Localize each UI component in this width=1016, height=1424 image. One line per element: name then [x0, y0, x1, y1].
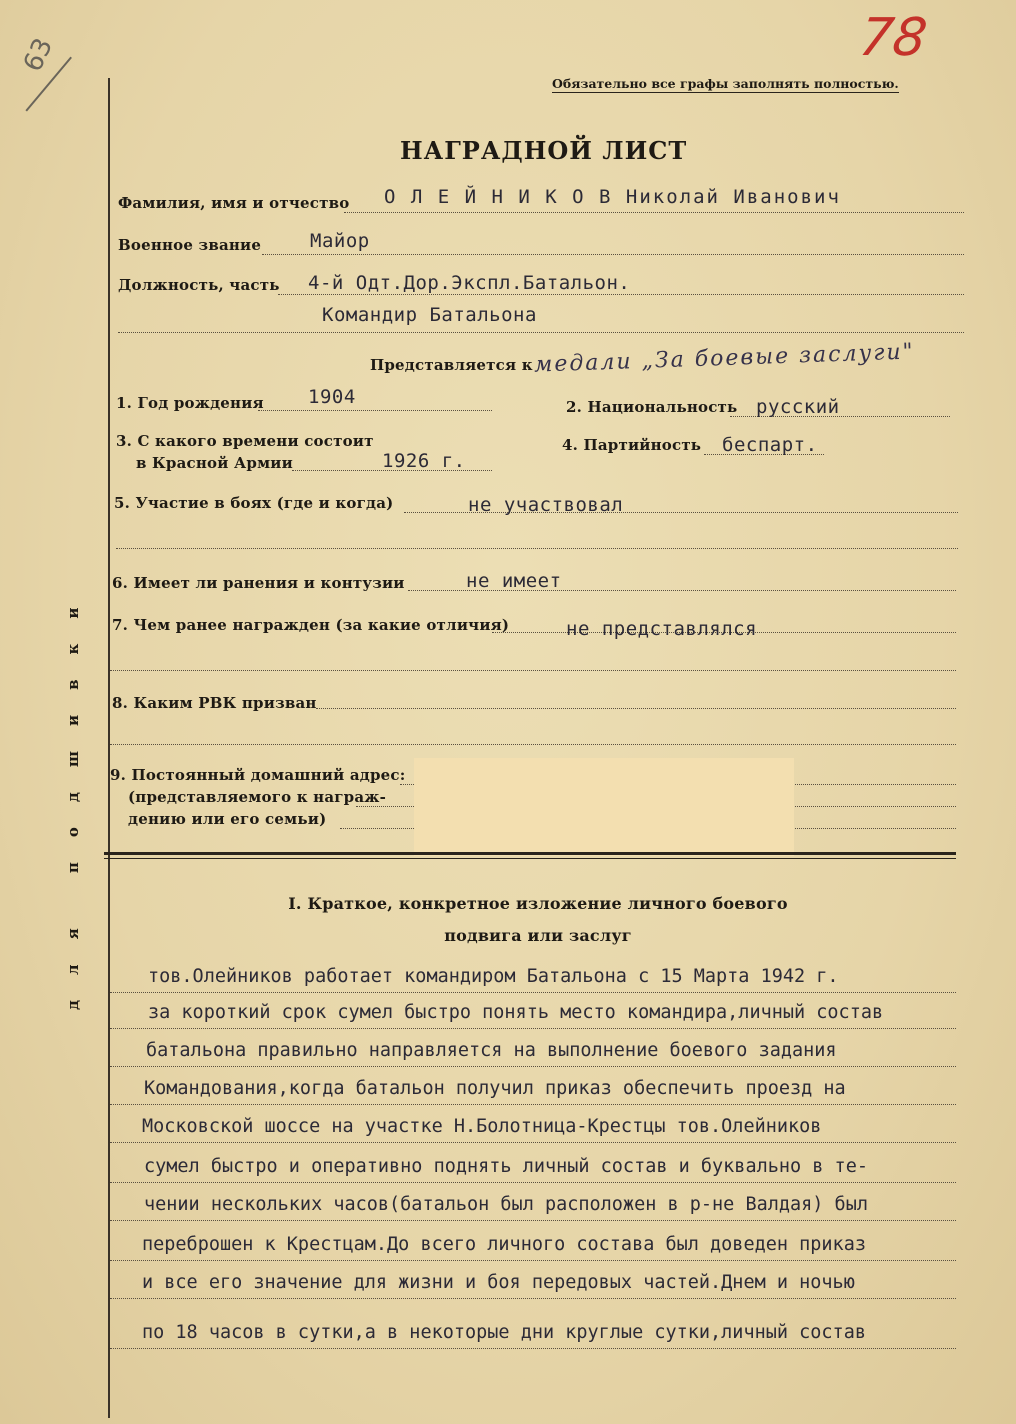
body-line: Московской шоссе на участке Н.Болотница-Крестцы тов.Олейников	[142, 1116, 822, 1137]
body-line: за короткий срок сумел быстро понять место командира,личный состав	[148, 1002, 884, 1023]
name-underline	[344, 212, 964, 213]
position-underline-1	[278, 294, 964, 295]
awards-label: 7. Чем ранее награжден (за какие отличия)	[112, 616, 510, 634]
body-underline	[110, 1028, 956, 1029]
redacted-address-block	[414, 758, 794, 856]
body-line: Командования,когда батальон получил приказ обеспечить проезд на	[144, 1078, 846, 1099]
wounds-value: не имеет	[466, 570, 562, 592]
body-underline	[110, 1220, 956, 1221]
birth-year-label: 1. Год рождения	[116, 394, 264, 412]
pencil-archive-mark: 63	[17, 33, 60, 77]
body-underline	[110, 1182, 956, 1183]
body-underline	[110, 1298, 956, 1299]
army-since-value: 1926 г.	[382, 450, 466, 472]
body-underline	[110, 992, 956, 993]
position-value-1: 4-й Одт.Дор.Экспл.Батальон.	[308, 272, 631, 294]
body-line: и все его значение для жизни и боя передовых частей.Днем и ночью	[142, 1272, 855, 1293]
binding-margin-text: для подшивки	[64, 582, 82, 1010]
nationality-value: русский	[756, 396, 840, 418]
position-underline-2	[118, 332, 964, 333]
party-label: 4. Партийность	[562, 436, 702, 454]
rank-underline	[262, 254, 964, 255]
rank-label: Военное звание	[118, 236, 262, 254]
address-label-2: (представляемого к награж-	[128, 788, 387, 806]
address-label-1: 9. Постоянный домашний адрес:	[110, 766, 406, 784]
nominated-value: медали „За боевые заслуги"	[533, 339, 916, 378]
battles-value: не участвовал	[468, 494, 624, 516]
nominated-label: Представляется к	[370, 356, 533, 374]
body-underline	[110, 1348, 956, 1349]
position-label: Должность, часть	[118, 276, 280, 294]
army-since-label-1: 3. С какого времени состоит	[116, 432, 374, 450]
body-line: по 18 часов в сутки,а в некоторые дни круглые сутки,личный состав	[142, 1322, 866, 1343]
army-since-label-2: в Красной Армии	[136, 454, 293, 472]
body-underline	[110, 1142, 956, 1143]
rvk-label: 8. Каким РВК призван	[112, 694, 317, 712]
body-underline	[110, 1260, 956, 1261]
body-line: сумел быстро и оперативно поднять личный состав и буквально в те-	[144, 1156, 868, 1177]
body-line: чении нескольких часов(батальон был расположен в р-не Валдая) был	[144, 1194, 868, 1215]
header-note: Обязательно все графы заполнять полностью.	[552, 76, 899, 91]
rvk-underline-1	[316, 708, 956, 709]
section-divider	[104, 852, 956, 855]
name-label: Фамилия, имя и отчество	[118, 194, 350, 212]
rank-value: Майор	[310, 230, 370, 252]
margin-rule	[108, 78, 110, 1418]
position-value-2: Командир Батальона	[322, 304, 537, 326]
birth-year-value: 1904	[308, 386, 356, 408]
body-underline	[110, 1066, 956, 1067]
wounds-label: 6. Имеет ли ранения и контузии	[112, 574, 405, 592]
section-divider-thin	[104, 858, 956, 859]
address-label-3: дению или его семьи)	[128, 810, 327, 828]
rvk-underline-2	[110, 744, 956, 745]
page-number: 78	[855, 8, 931, 68]
document-title: НАГРАДНОЙ ЛИСТ	[400, 136, 688, 165]
battles-label: 5. Участие в боях (где и когда)	[114, 494, 394, 512]
awards-underline-2	[110, 670, 956, 671]
section-heading-2: подвига или заслуг	[444, 926, 632, 945]
party-value: беспарт.	[722, 434, 818, 456]
nationality-label: 2. Национальность	[566, 398, 738, 416]
body-underline	[110, 1104, 956, 1105]
section-heading-1: I. Краткое, конкретное изложение личного боевого	[288, 894, 788, 913]
body-line: переброшен к Крестцам.До всего личного состава был доведен приказ	[142, 1234, 866, 1255]
battles-underline-2	[116, 548, 958, 549]
name-value: О Л Е Й Н И К О В Николай Иванович	[384, 186, 841, 208]
birth-year-underline	[258, 410, 492, 411]
awards-value: не представлялся	[566, 618, 758, 640]
body-line: батальона правильно направляется на выполнение боевого задания	[146, 1040, 837, 1061]
body-line: тов.Олейников работает командиром Батальона с 15 Марта 1942 г.	[148, 966, 839, 987]
